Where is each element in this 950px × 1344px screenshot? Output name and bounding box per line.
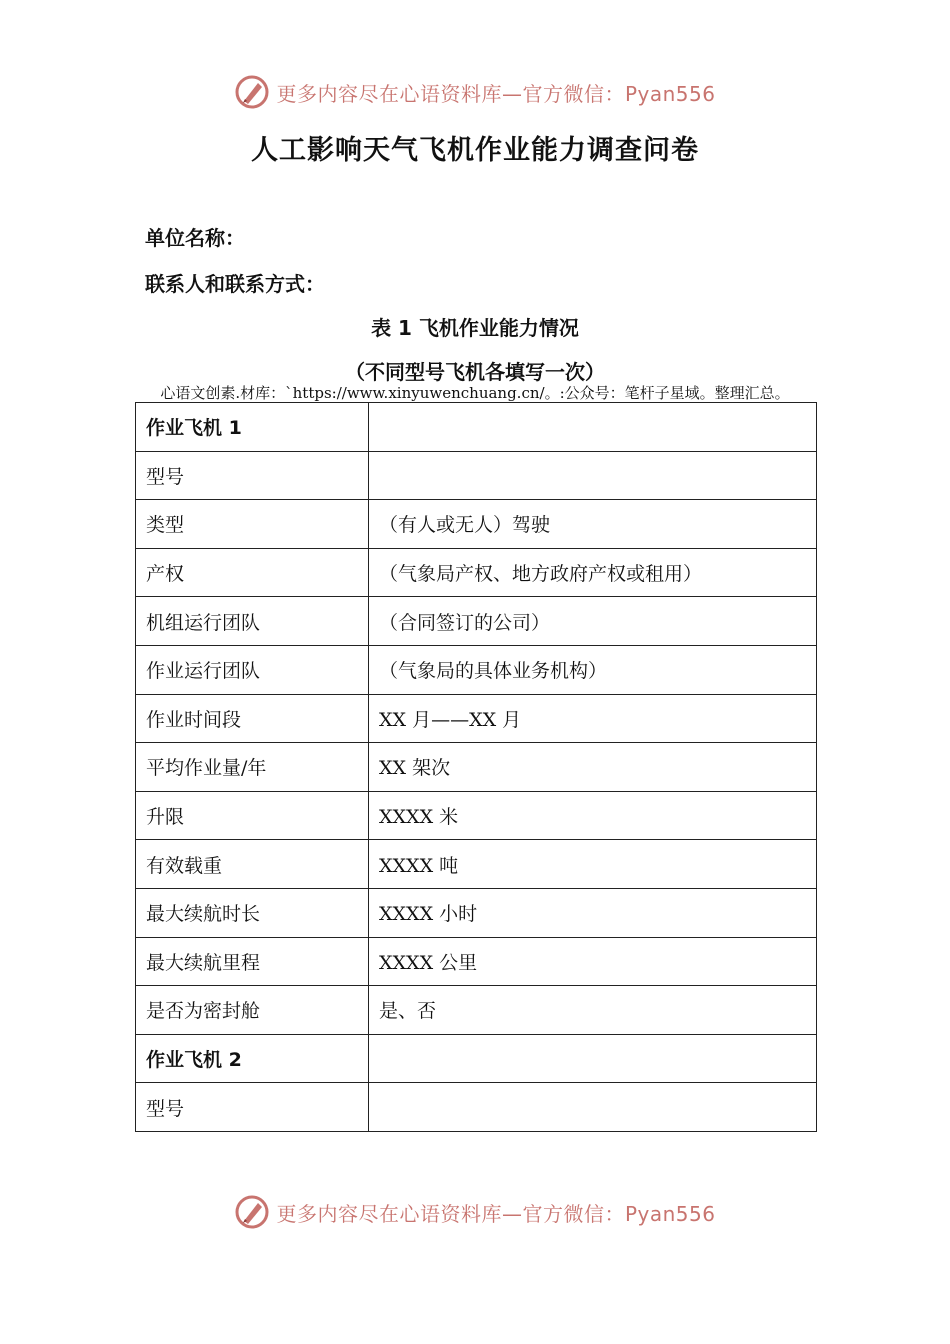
table-row (136, 840, 817, 889)
table-body (136, 403, 817, 1132)
field-name-cell: 有效载重 (136, 840, 369, 889)
table-row (136, 791, 817, 840)
field-name-cell: 是否为密封舱 (136, 986, 369, 1035)
field-value-cell (369, 1034, 817, 1083)
field-value-cell: （气象局产权、地方政府产权或租用） (369, 548, 817, 597)
field-value-cell (369, 451, 817, 500)
unit-name-label: 单位名称： (145, 226, 245, 250)
document-title: 人工影响天气飞机作业能力调查问卷 (251, 135, 699, 166)
aircraft-group-label: 作业飞机 2 (136, 1034, 369, 1083)
table-caption: 表 1 飞机作业能力情况 (371, 316, 579, 340)
banner-content (234, 74, 715, 110)
field-value-cell: （合同签订的公司） (369, 597, 817, 646)
field-name-cell: 平均作业量/年 (136, 743, 369, 792)
table-row (136, 500, 817, 549)
field-name-cell: 型号 (136, 451, 369, 500)
contact-label: 联系人和联系方式： (145, 272, 325, 296)
field-value-cell: （有人或无人）驾驶 (369, 500, 817, 549)
field-name-cell: 最大续航里程 (136, 937, 369, 986)
field-name-cell: 作业时间段 (136, 694, 369, 743)
field-value-cell: XX 月——XX 月 (369, 694, 817, 743)
banner-content (234, 1194, 715, 1230)
table-row (136, 451, 817, 500)
aircraft-capability-table (135, 402, 817, 1132)
field-name-cell: 机组运行团队 (136, 597, 369, 646)
field-value-cell: XX 架次 (369, 743, 817, 792)
table-row (136, 888, 817, 937)
top-banner (0, 72, 950, 112)
source-note: 心语文创素.材库：`https://www.xinyuwenchuang.cn/。:公众号：笔杆子星域。整理汇总。 (160, 384, 790, 402)
table-row (136, 1034, 817, 1083)
field-name-cell: 作业运行团队 (136, 645, 369, 694)
field-name-cell: 型号 (136, 1083, 369, 1132)
field-name-cell: 产权 (136, 548, 369, 597)
table-row (136, 1083, 817, 1132)
field-name-cell: 升限 (136, 791, 369, 840)
table-subcaption: （不同型号飞机各填写一次） (345, 360, 605, 384)
table-row (136, 743, 817, 792)
field-value-cell: XXXX 小时 (369, 888, 817, 937)
field-value-cell: XXXX 米 (369, 791, 817, 840)
table-row (136, 597, 817, 646)
aircraft-group-label: 作业飞机 1 (136, 403, 369, 452)
field-value-cell: XXXX 公里 (369, 937, 817, 986)
field-name-cell: 类型 (136, 500, 369, 549)
field-value-cell: XXXX 吨 (369, 840, 817, 889)
table-row (136, 937, 817, 986)
table-row (136, 986, 817, 1035)
banner-text: 更多内容尽在心语资料库—官方微信：Pyan556 (276, 1201, 716, 1226)
field-name-cell: 最大续航时长 (136, 888, 369, 937)
pen-nib-logo-icon (234, 74, 270, 110)
table-row (136, 694, 817, 743)
field-value-cell: （气象局的具体业务机构） (369, 645, 817, 694)
banner-text: 更多内容尽在心语资料库—官方微信：Pyan556 (276, 81, 716, 106)
bottom-banner (0, 1192, 950, 1232)
table-row (136, 645, 817, 694)
table-row (136, 403, 817, 452)
table-row (136, 548, 817, 597)
field-value-cell: 是、否 (369, 986, 817, 1035)
field-value-cell (369, 1083, 817, 1132)
field-value-cell (369, 403, 817, 452)
pen-nib-logo-icon (234, 1194, 270, 1230)
